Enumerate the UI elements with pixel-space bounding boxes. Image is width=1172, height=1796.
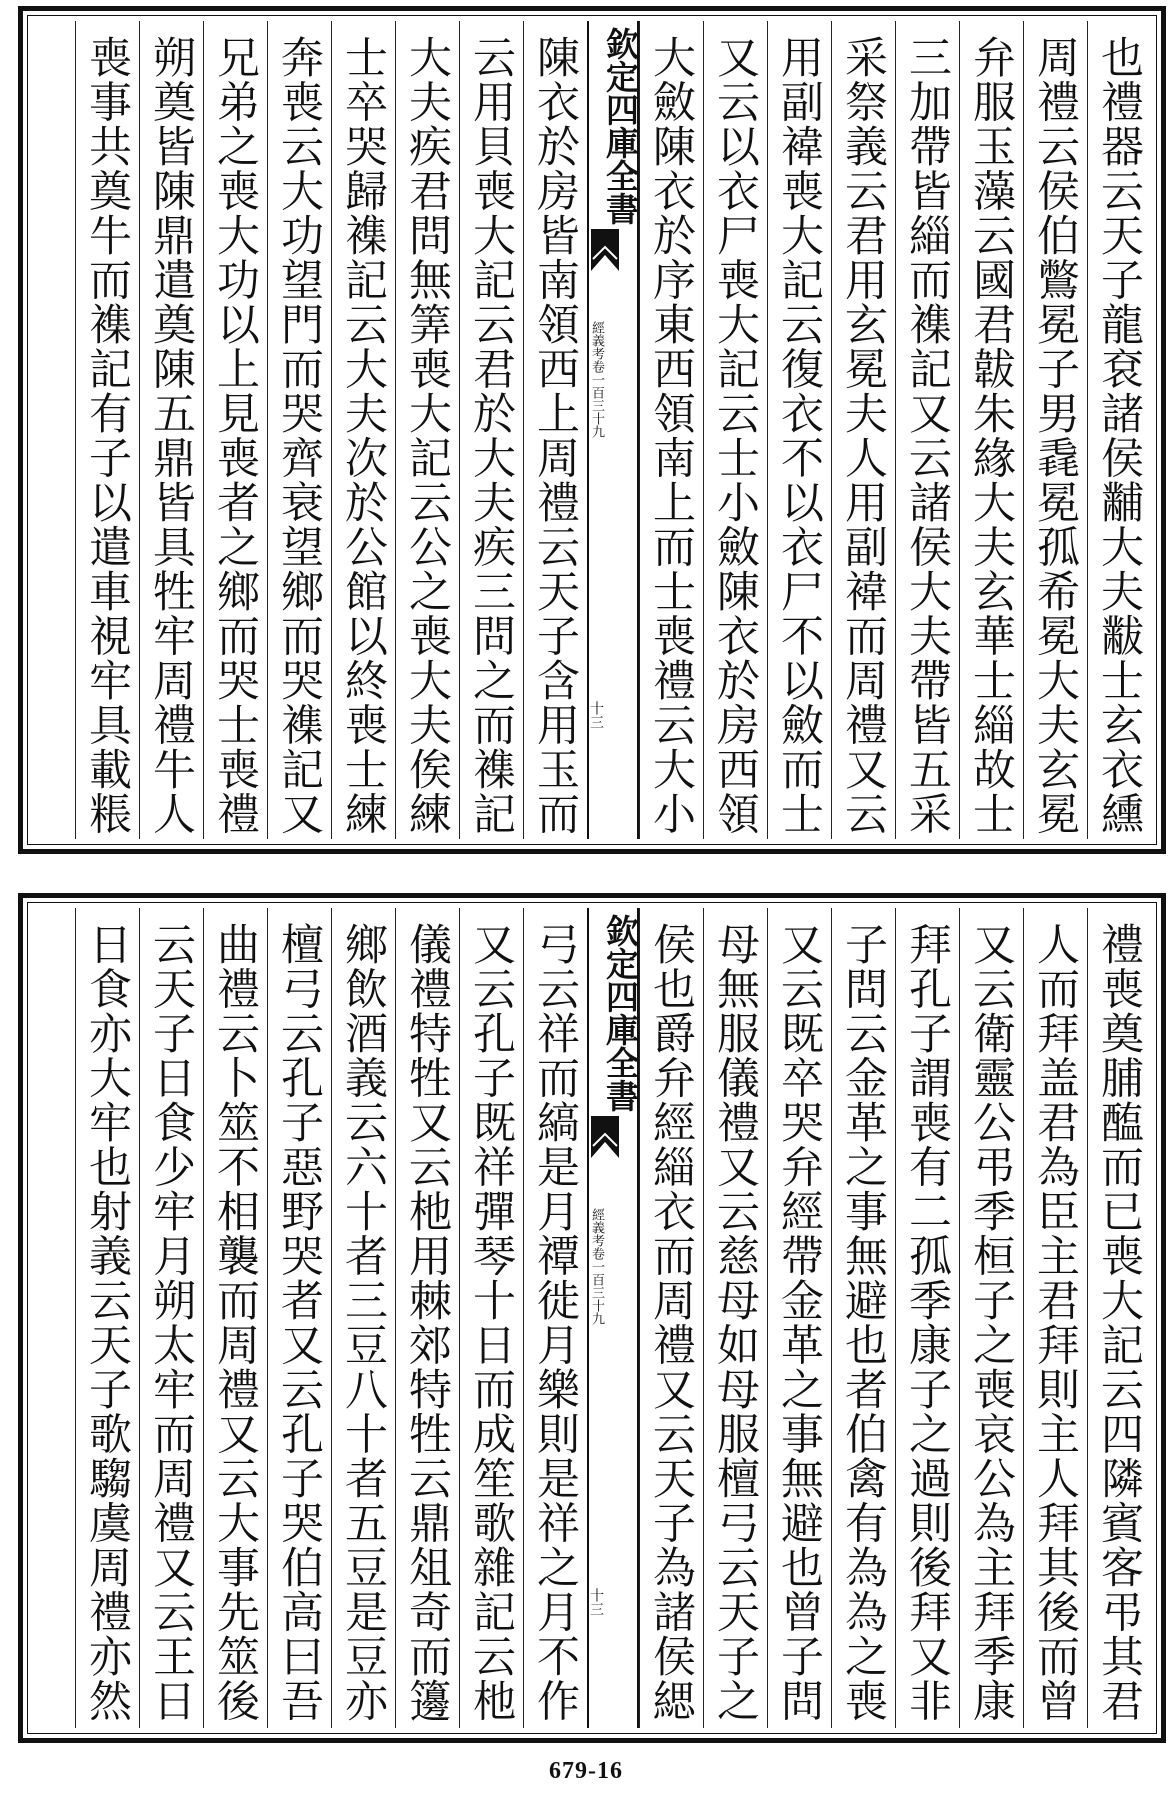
fishtail-mark-icon xyxy=(591,1116,619,1158)
bottom-left-half xyxy=(75,908,587,1728)
text-column: 兄弟之喪大功以上見喪者之鄉而哭士喪禮 xyxy=(203,21,267,839)
text-column: 鄉飲酒義云六十者三豆八十者五豆是豆亦 xyxy=(331,908,395,1728)
top-left-half xyxy=(75,21,587,839)
text-column: 陳衣於房皆南領西上周禮云天子含用玉而 xyxy=(523,21,587,839)
text-column: 又云衛靈公弔季桓子之喪哀公為主拜季康 xyxy=(959,908,1023,1728)
top-page xyxy=(18,6,1166,854)
text-column: 檀弓云孔子惡野哭者又云孔子哭伯高曰吾 xyxy=(267,908,331,1728)
text-column: 三加帶皆緇而襍記又云諸侯大夫帶皆五采 xyxy=(895,21,959,839)
text-column: 禮喪奠脯醢而已喪大記云四隣賓客弔其君 xyxy=(1087,908,1151,1728)
text-column: 又云以衣尸喪大記云士小斂陳衣於房西領 xyxy=(703,21,767,839)
volume-number: 卷一百三十九 xyxy=(589,1247,604,1325)
page-number: 679-16 xyxy=(549,1758,623,1784)
text-column: 侯也爵弁經緇衣而周禮又云天子為諸侯緦 xyxy=(639,908,703,1728)
bottom-page xyxy=(18,893,1166,1743)
text-column: 大夫疾君問無筭喪大記云公之喪大夫俟練 xyxy=(395,21,459,839)
text-column: 拜孔子謂喪有二孤季康子之過則後拜又非 xyxy=(895,908,959,1728)
text-column: 士卒哭歸襍記云大夫次於公館以終喪士練 xyxy=(331,21,395,839)
text-column: 大斂陳衣於序東西領南上而士喪禮云大小 xyxy=(639,21,703,839)
volume-info xyxy=(589,1208,603,1325)
text-column: 日食亦大牢也射義云天子歌騶虞周禮亦然 xyxy=(75,908,139,1728)
bottom-right-half xyxy=(639,908,1151,1728)
fishtail-mark-icon xyxy=(591,229,619,271)
top-page-text xyxy=(33,21,1151,839)
text-column: 人而拜盖君為臣主君拜則主人拜其後而曾 xyxy=(1023,908,1087,1728)
volume-number: 卷一百三十九 xyxy=(589,360,604,438)
folio-number: 十三 xyxy=(588,701,604,729)
collection-title: 欽定四庫全書 xyxy=(601,914,640,1112)
text-column: 朔奠皆陳鼎遣奠陳五鼎皆具牲牢周禮牛人 xyxy=(139,21,203,839)
text-column: 子問云金革之事無避也者伯禽有為為之喪 xyxy=(831,908,895,1728)
text-column: 曲禮云卜筮不相襲而周禮又云大事先筮後 xyxy=(203,908,267,1728)
text-column: 采祭義云君用玄冕夫人用副褘而周禮又云 xyxy=(831,21,895,839)
text-column: 儀禮特牲又云杝用棘郊特牲云鼎俎奇而籩 xyxy=(395,908,459,1728)
text-column: 弁服玉藻云國君韍朱緣大夫玄華士緇故士 xyxy=(959,21,1023,839)
collection-title: 欽定四庫全書 xyxy=(601,27,640,225)
text-column: 喪事共奠牛而襍記有子以遣車視牢具載粻 xyxy=(75,21,139,839)
center-meta-column xyxy=(589,908,603,1728)
book-title: 經義考 xyxy=(589,1208,604,1247)
center-fold xyxy=(587,21,639,839)
text-column: 也禮器云天子龍袞諸侯黼大夫黻士玄衣纁 xyxy=(1087,21,1151,839)
text-column: 又云孔子既祥彈琴十日而成笙歌雜記云杝 xyxy=(459,908,523,1728)
text-column: 云天子日食少牢月朔太牢而周禮又云王日 xyxy=(139,908,203,1728)
folio-number: 十三 xyxy=(588,1588,604,1616)
bottom-page-text xyxy=(33,908,1151,1728)
top-right-half xyxy=(639,21,1151,839)
text-column: 奔喪云大功望門而哭齊衰望鄉而哭襍記又 xyxy=(267,21,331,839)
text-column: 云用貝喪大記云君於大夫疾三問之而襍記 xyxy=(459,21,523,839)
text-column: 弓云祥而縞是月禫徙月樂則是祥之月不作 xyxy=(523,908,587,1728)
volume-info xyxy=(589,321,603,438)
center-fold xyxy=(587,908,639,1728)
text-column: 用副褘喪大記云復衣不以衣尸不以斂而士 xyxy=(767,21,831,839)
text-column: 母無服儀禮又云慈母如母服檀弓云天子之 xyxy=(703,908,767,1728)
center-meta-column xyxy=(589,21,603,839)
text-column: 周禮云侯伯鷩冕子男毳冕孤希冕大夫玄冕 xyxy=(1023,21,1087,839)
book-title: 經義考 xyxy=(589,321,604,360)
text-column: 又云既卒哭弁經帶金革之事無避也曾子問 xyxy=(767,908,831,1728)
